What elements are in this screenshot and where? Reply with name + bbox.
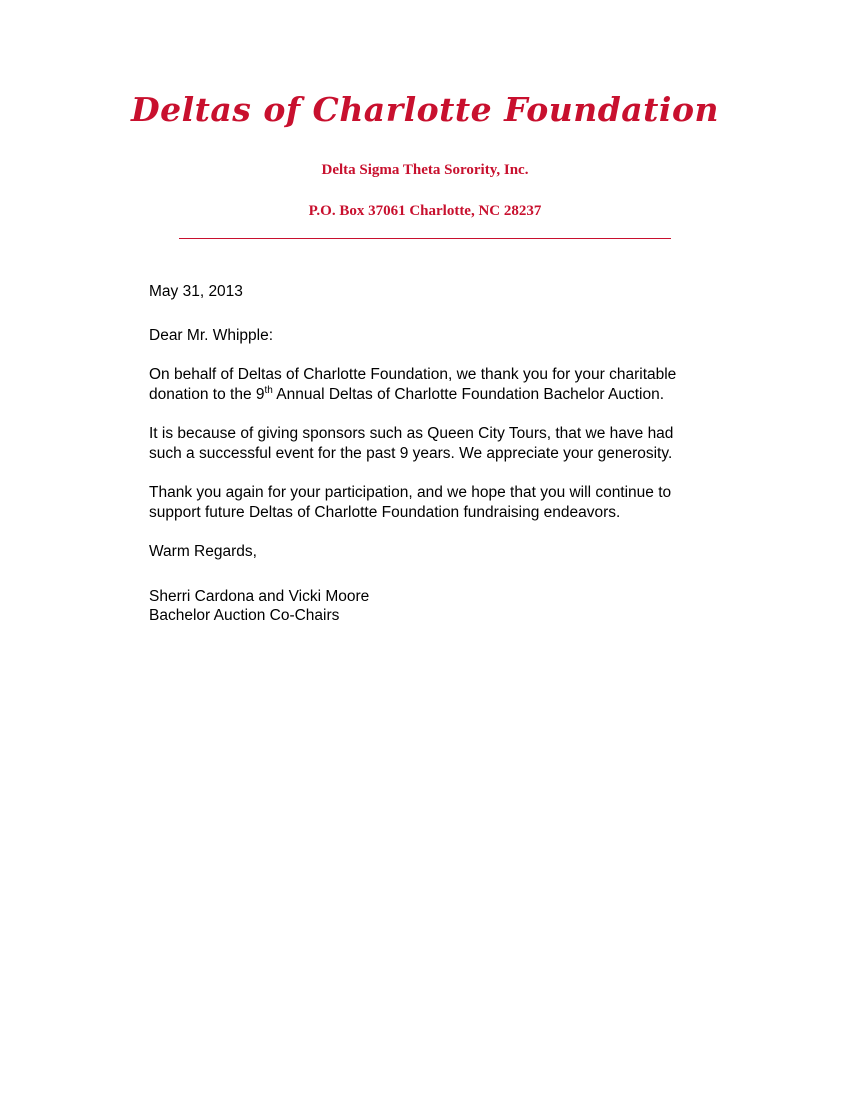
mailing-address: P.O. Box 37061 Charlotte, NC 28237 bbox=[308, 203, 542, 220]
spacer bbox=[149, 345, 701, 365]
letter-date: May 31, 2013 bbox=[149, 283, 243, 300]
letter-paragraph-3: Thank you again for your participation, and we hope that you will continue to support future Deltas of Charlotte Foundation fundraising endeavors. bbox=[149, 484, 672, 521]
spacer bbox=[149, 522, 701, 542]
letter-closing: Warm Regards, bbox=[149, 543, 257, 560]
sorority-name: Delta Sigma Theta Sorority, Inc. bbox=[321, 162, 529, 179]
letterhead-divider bbox=[179, 238, 671, 239]
paragraph-1-text-a: On behalf of Deltas of Charlotte Foundation, we thank you for your charitable donation to the 9 bbox=[149, 366, 677, 403]
spacer bbox=[149, 302, 701, 326]
spacer bbox=[149, 463, 701, 483]
spacer bbox=[149, 404, 701, 424]
signer-names: Sherri Cardona and Vicki Moore bbox=[149, 587, 370, 605]
spacer bbox=[149, 562, 701, 587]
signer-title: Bachelor Auction Co-Chairs bbox=[149, 607, 340, 624]
letterhead bbox=[0, 0, 850, 239]
organization-name: Deltas of Charlotte Foundation bbox=[131, 90, 719, 129]
ordinal-suffix: th bbox=[264, 384, 273, 396]
letter-paragraph-2: It is because of giving sponsors such as Queen City Tours, that we have had such a successful event for the past 9 years. We appreciate your generosity. bbox=[149, 425, 674, 462]
letter-paragraph-1 bbox=[149, 365, 701, 404]
letter-salutation: Dear Mr. Whipple: bbox=[149, 326, 274, 344]
paragraph-1-text-b: Annual Deltas of Charlotte Foundation Bachelor Auction. bbox=[272, 385, 665, 403]
letter-body bbox=[149, 282, 701, 626]
